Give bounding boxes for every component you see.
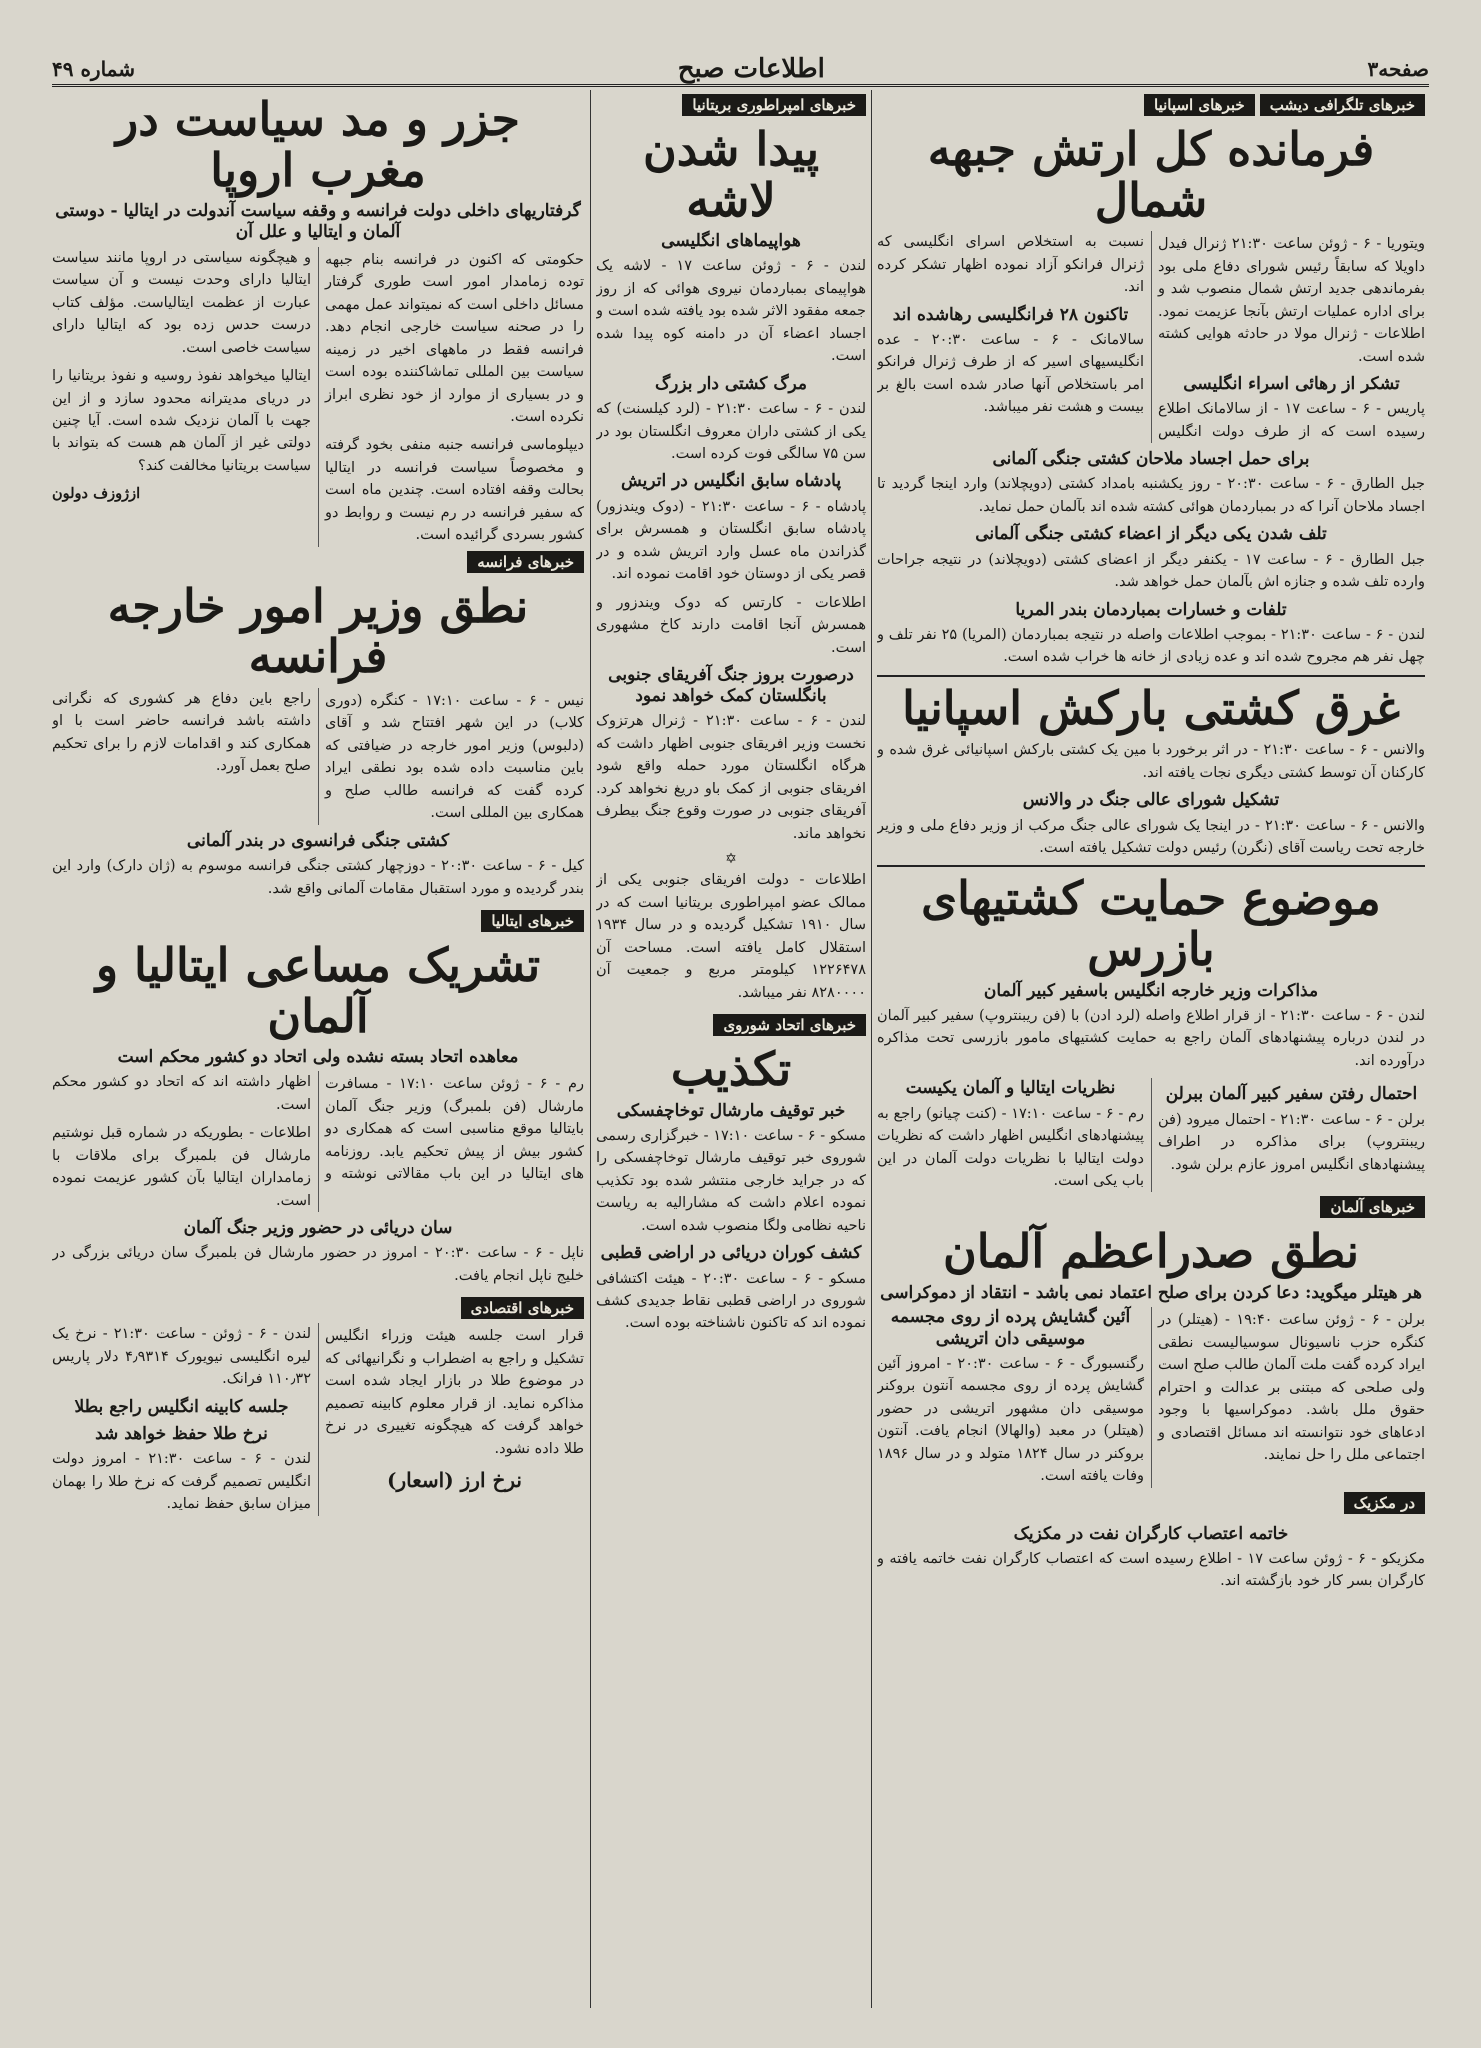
section-tag: خبرهای تلگرافی دیشب [1260, 94, 1425, 116]
column-rule [590, 90, 591, 2008]
article-text: ویتوریا - ۶ - ژوئن ساعت ۲۱:۳۰ ژنرال فیدل داویلا که سابقاً رئیس شورای دفاع ملی بود بفرماندهی جدید ارتش شمال منصوب شد و برای اداره عملیات ارتش بآنجا عزیمت نمود. اطلاعات - ژنرال مولا در حادثه هوایی کشته شده است. [1158, 236, 1425, 365]
headline: تکذیب [670, 1042, 792, 1097]
column-left [52, 90, 584, 1516]
divider [877, 865, 1425, 867]
column-right [877, 90, 1425, 1599]
article-text: رگنسبورگ - ۶ - ساعت ۲۰:۳۰ - امروز آئین گشایش پرده از روی مجسمه آنتون بروکنر موسیقی دان مشهور اتریشی در حضور (هیتلر) در معبد (والهالا) انجام یافت. آنتون بروکنر در سال ۱۸۲۴ متولد و در سال ۱۸۹۶ وفات یافته است. [877, 1355, 1144, 1485]
subheadline: پادشاه سابق انگلیس در اتریش [620, 471, 842, 492]
article-text: مسکو - ۶ - ساعت ۱۷:۱۰ - خبرگزاری رسمی شوروی خبر توقیف مارشال توخاچفسکی را که در جراید خارجی منتشر شده بود تکذیب نموده اعلام داشت که مشارالیه به ریاست ناحیه نظامی ولگا منصوب شده است. [596, 1127, 866, 1234]
subheadline: جلسه کابینه انگلیس راجع بطلا [74, 1396, 289, 1417]
article-text: والانس - ۶ - ساعت ۲۱:۳۰ - در اینجا یک شورای عالی جنگ مرکب از وزیر دفاع ملی و وزیر خارجه تحت ریاست آقای (نگرن) رئیس دولت تشکیل یافته است. [877, 817, 1425, 856]
article-text: لندن - ۶ - ژوئن - ساعت ۲۱:۳۰ - نرخ یک لیره انگلیسی نیویورک ۴٫۹۳۱۴ دلار پاریس ۱۱۰٫۳۲ فرانک. [52, 1326, 311, 1388]
article-text: پاریس - ۶ - ساعت ۱۷ - از سالامانک اطلاع رسیده است که از طرف دولت انگلیس نسبت به استخلاص اسرای انگلیسی که ژنرال فرانکو آزاد نموده اظهار تشکر کرده اند. [877, 234, 1425, 440]
subheadline: مذاکرات وزیر خارجه انگلیس باسفیر کبیر آلمان [983, 980, 1319, 1001]
section-tag: خبرهای امپراطوری بریتانیا [682, 94, 866, 116]
subheadline: برای حمل اجساد ملاحان کشتی جنگی آلمانی [992, 449, 1310, 470]
article-text: و هیچگونه سیاستی در اروپا مانند سیاست ایتالیا دارای وحدت نیست و آن سیاست عبارت از عظمت ایتالیاست. مؤلف کتاب درست حدس زده بود که ایتالیا دارای سیاست خاصی است. [52, 249, 311, 356]
headline: نطق صدراعظم آلمان [942, 1224, 1360, 1279]
subheadline: تلف شدن یکی دیگر از اعضاء کشتی جنگی آلمانی [975, 524, 1327, 545]
headline: فرمانده کل ارتش جبهه شمال [927, 122, 1375, 227]
issue-number: شماره ۴۹ [52, 57, 135, 81]
article-text: ایتالیا میخواهد نفوذ روسیه و نفوذ بریتانیا را در دریای مدیترانه محدود سازد و از این جهت با آلمان نزدیک شده است. آیا چنین دولتی غیر از آلمان هم هست که بتواند با سیاست بریتانیا مخالفت کند؟ [52, 368, 311, 474]
subheadline: کشف کوران دریائی در اراضی قطبی [600, 1243, 862, 1264]
article-text: جبل الطارق - ۶ - ساعت ۱۷ - یکنفر دیگر از اعضای کشتی (دویچلاند) در نتیجه جراحات وارده تلف شده و جنازه اش بآلمان حمل خواهد شد. [877, 551, 1425, 591]
article-text: سالامانک - ۶ - ساعت ۲۰:۳۰ - عده انگلیسیهای اسیر که از طرف ژنرال فرانکو امر باستخلاص آنها صادر شده است بالغ بر بیست و هشت نفر میباشد. [877, 331, 1145, 416]
subheadline: درصورت بروز جنگ آفریقای جنوبی بانگلستان کمک خواهد نمود [608, 664, 854, 707]
article-text: جبل الطارق - ۶ - ساعت ۲۰:۳۰ - روز یکشنبه بامداد کشتی (دویچلاند) وارد اینجا گردید تا اجساد ملاحان آنرا که در بمباردمان هوائی کشته شده اند بآلمان حمل نماید. [877, 476, 1425, 515]
article-body [52, 1323, 584, 1515]
article-text: نیس - ۶ - ساعت ۱۷:۱۰ - کنگره (دوری کلاب) در این شهر افتتاح شد و آقای (دلبوس) وزیر امور خارجه در ضیافتی که باین مناسبت داده شده بود نطقی ایراد کرده گفت که فرانسه طالب صلح و همکاری بین المللی است. [325, 692, 584, 822]
article-text: دیپلوماسی فرانسه جنبه منفی بخود گرفته و مخصوصاً سیاست فرانسه در ایتالیا بحالت وقفه افتاده است. چندین ماه است که سفیر فرانسه در رم نیست و روابط دو کشور بسردی گرائیده است. [325, 437, 584, 544]
article-body [52, 1071, 584, 1212]
article-text: کیل - ۶ - ساعت ۲۰:۳۰ - دوزچهار کشتی جنگی فرانسه موسوم به (ژان دارک) وارد این بندر گردیده و مورد استقبال مقامات آلمانی واقع شد. [52, 858, 584, 897]
article-text: اطلاعات - بطوریکه در شماره قبل نوشتیم مارشال فن بلمبرگ برای ملاقات با زمامداران ایتالیا بآن کشور عزیمت نموده است. [52, 1125, 311, 1209]
section-tag: خبرهای اسپانیا [1144, 94, 1255, 116]
subheadline: تلفات و خسارات بمباردمان بندر المریا [1015, 599, 1287, 620]
article-text: لندن - ۶ - ساعت ۲۱:۳۰ - بموجب اطلاعات واصله در نتیجه بمباردمان (المریا) ۲۵ نفر تلف و چهل نفر هم مجروح شده اند و عده زیادی از خانه ها خراب شده است. [877, 626, 1425, 666]
article-text: اطلاعات - دولت افریقای جنوبی یکی از ممالک عضو امپراطوری بریتانیا است که در سال ۱۹۱۰ تشکیل گردیده و در سال ۱۹۳۴ استقلال کامل یافته است. مساحت آن ۱۲۲۶۴۷۸ کیلومتر مربع و جمعیت آن ۸۲۸۰۰۰۰ نفر میباشد. [596, 872, 866, 1001]
section-tag: خبرهای ایتالیا [481, 910, 584, 932]
article-text: رم - ۶ - ساعت ۱۷:۱۰ - (کنت چیانو) راجع به پیشنهادهای انگلیس اظهار داشت که نظریات دولت ایتالیا با نظریات دولت آلمان در این باب یکی است. [877, 1105, 1144, 1189]
article-body [877, 1078, 1425, 1192]
article-text: لندن - ۶ - ساعت ۲۱:۳۰ - (لرد کیلسنت) که یکی از کشتی داران معروف انگلستان بود در سن ۷۵ سالگی فوت کرده است. [596, 401, 866, 462]
article-body [877, 231, 1425, 443]
article-text: مسکو - ۶ - ساعت ۲۰:۳۰ - هیئت اکتشافی شوروی در اراضی قطبی نقاط جدیدی کشف نموده اند که تاکنون ناشناخته بوده است. [596, 1270, 866, 1332]
article-text: مکزیکو - ۶ - ژوئن ساعت ۱۷ - اطلاع رسیده است که اعتصاب کارگران نفت خاتمه یافته و کارگران بسر کار خود بازگشته اند. [877, 1550, 1425, 1590]
headline: جزر و مد سیاست در مغرب اروپا [116, 92, 520, 197]
subheadline: نظریات ایتالیا و آلمان یکیست [905, 1078, 1116, 1099]
section-tag: خبرهای اقتصادی [461, 1297, 584, 1319]
section-tag: خبرهای فرانسه [467, 551, 584, 573]
divider [877, 675, 1425, 677]
article-text: پادشاه - ۶ - ساعت ۲۱:۳۰ - (دوک ویندزور) پادشاه سابق انگلستان و همسرش برای گذراندن ماه عسل وارد اتریش شده و در قصر یکی از دوستان خود اقامت نموده اند. [596, 498, 866, 583]
subheadline [325, 1468, 584, 1493]
article-text: لندن - ۶ - ساعت ۲۱:۳۰ - از قرار اطلاع واصله (لرد ادن) با (فن ریبنتروپ) سفیر کبیر آلمان در لندن درباره پیشنهادهای آلمان راجع به حمایت کشتیهای مامور بازرسی تحت مذاکره درآورده اند. [877, 1007, 1425, 1069]
subheadline: احتمال رفتن سفیر کبیر آلمان ببرلن [1165, 1084, 1418, 1105]
article-text: راجع باین دفاع هر کشوری که نگرانی داشته باشد فرانسه حاضر است با او همکاری کند و اقدامات لازم را برای تحکیم صلح بعمل آورد. [52, 690, 311, 775]
subheadline: تشکر از رهائی اسراء انگلیسی [1183, 374, 1400, 394]
subheadline: تاکنون ۲۸ فرانگلیسی رهاشده اند [892, 304, 1129, 325]
subheadline: خاتمه اعتصاب کارگران نفت در مکزیک [1013, 1523, 1289, 1544]
newspaper-title: اطلاعات صبح [677, 54, 825, 84]
article-text: قرار است جلسه هیئت وزراء انگلیس تشکیل و راجع به اضطراب و نگرانیهائی که در موضوع طلا در بازار ایجاد شده است مذاکره نماید. از قرار معلوم کابینه تصمیم خواهد گرفت که هیچگونه تغییری در نرخ طلا داده نشود. [325, 1328, 584, 1457]
subheadline: خبر توقیف مارشال توخاچفسکی [616, 1100, 846, 1121]
subheadline: نرخ طلا حفظ خواهد شد [95, 1424, 268, 1445]
subheadline: سان دریائی در حضور وزیر جنگ آلمان [183, 1218, 453, 1239]
subheadline: هواپیماهای انگلیسی [661, 231, 801, 252]
author-signature: ازژوزف دولون [52, 485, 141, 503]
article-text: برلن - ۶ - ساعت ۲۱:۳۰ - احتمال میرود (فن ریبنتروپ) برای مذاکره در اطراف پیشنهادهای انگلیس امروز عازم برلن شود. [1158, 1111, 1425, 1173]
subheadline: کشتی جنگی فرانسوی در بندر آلمانی [186, 830, 450, 851]
headline: غرق کشتی بارکش اسپانیا [902, 680, 1400, 735]
headline: نطق وزیر امور خارجه فرانسه [107, 578, 529, 684]
article-body [52, 688, 584, 825]
rates-title: نرخ ارز [460, 1468, 522, 1493]
article-text: رم - ۶ - ژوئن ساعت ۱۷:۱۰ - مسافرت مارشال (فن بلمبرگ) وزیر جنگ آلمان بایتالیا موقع مناسبی است که همکاری دو کشور بیش از پیش تحکیم یابد. روزنامه های ایتالیا در این باب مقالاتی نوشته و اظهار داشته اند که اتحاد دو کشور محکم است. [52, 1074, 584, 1183]
star-ornament: ✡ [725, 851, 737, 868]
article-text: ناپل - ۶ - ساعت ۲۰:۳۰ - امروز در حضور مارشال فن بلمبرگ سان دریائی بزرگی در خلیج ناپل انجام یافت. [52, 1245, 584, 1284]
column-rule [871, 90, 872, 2008]
section-tag: خبرهای آلمان [1320, 1196, 1425, 1218]
subheadline: معاهده اتحاد بسته نشده ولی اتحاد دو کشور محکم است [117, 1047, 519, 1068]
subheadline: آئین گشایش پرده از روی مجسمه موسیقی دان اتریشی [890, 1307, 1131, 1349]
article-text: لندن - ۶ - ساعت ۲۱:۳۰ - امروز دولت انگلیس تصمیم گرفت که نرخ طلا را بهمان میزان سابق حفظ نماید. [52, 1451, 312, 1513]
column-middle [596, 90, 866, 1341]
article-text: لندن - ۶ - ساعت ۲۱:۳۰ - ژنرال هرتزوک نخست وزیر افریقای جنوبی اظهار داشت که هرگاه انگلستان مورد حمله واقع شود افریقای جنوبی از کمک باو دریغ نخواهد کرد. آفریقای جنوبی در صورت وقوع جنگ بیطرف نخواهد ماند. [596, 713, 866, 842]
article-text: برلن - ۶ - ژوئن ساعت ۱۹:۴۰ - (هیتلر) در کنگره حزب ناسیونال سوسیالیست نطقی ایراد کرده گفت ملت آلمان طالب صلح است ولی صلحی که مبتنی بر عدالت و احترام حقوق ملل باشد. دموکراسیها با وجود ادعاهای خود نتوانسته اند مسائل اقتصادی و اجتماعی ملل را حل نمایند. [1158, 1312, 1425, 1464]
section-tag: خبرهای اتحاد شوروی [713, 1014, 866, 1036]
headline: موضوع حمایت کشتیهای بازرس [921, 871, 1381, 977]
headline: پیدا شدن لاشه [642, 122, 820, 227]
article-body [877, 1307, 1425, 1487]
section-tag: در مکزیک [1344, 1492, 1425, 1514]
rates-subtitle: (اسعار) [387, 1468, 454, 1493]
article-text: اطلاعات - کارتس که دوک ویندزور و همسرش آنجا اقامت دارند کاخ مشهوری است. [596, 594, 866, 656]
subheadline: مرگ کشتی دار بزرگ [654, 373, 808, 394]
article-text: والانس - ۶ - ساعت ۲۱:۳۰ - در اثر برخورد با مین یک کشتی بارکش اسپانیائی غرق شده و کارکنان آن توسط کشتی دیگری نجات یافته اند. [877, 742, 1425, 781]
article-text: حکومتی که اکنون در فرانسه بنام جبهه توده زمامدار امور است طوری گرفتار مسائل داخلی است که نمیتواند عمل مهمی را در صحنه سیاست خارجی انجام دهد. فرانسه فقط در ماههای اخیر در زمینه سیاست بین المللی تماشاکننده بوده است و در بسیاری از موارد از خود نظری ابراز نکرده است. [325, 251, 584, 425]
subheadline: هر هیتلر میگوید: دعا کردن برای صلح اعتماد نمی باشد - انتقاد از دموکراسی [880, 1283, 1422, 1304]
article-text: لندن - ۶ - ژوئن ساعت ۱۷ - لاشه یک هواپیمای بمباردمان نیروی هوائی که از روز جمعه مفقود الاثر شده بود یافته شده است و اجساد اعضاء آن در دامنه کوه پیدا شده است. [596, 258, 866, 365]
page-number: صفحه۳ [1367, 57, 1429, 81]
headline: تشریک مساعی ایتالیا و آلمان [95, 937, 541, 1043]
article-body [52, 247, 584, 547]
subheadline: تشکیل شورای عالی جنگ در والانس [1022, 790, 1280, 811]
subheadline: گرفتاریهای داخلی دولت فرانسه و وقفه سیاست آندولت در ایتالیا - دوستی آلمان و ایتالیا و علل آن [55, 201, 581, 243]
masthead [52, 54, 1429, 87]
